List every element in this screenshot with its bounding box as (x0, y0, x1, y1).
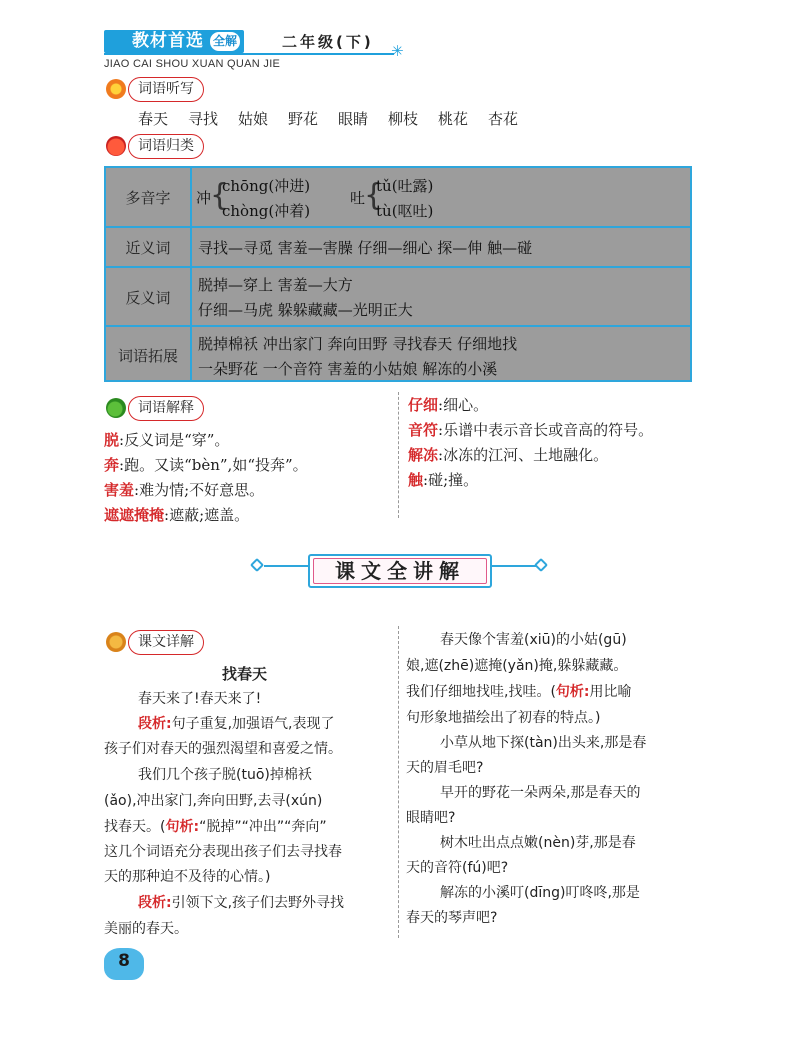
definition-text: :反义词是“穿”。 (119, 431, 230, 449)
leaf-icon (106, 398, 126, 418)
section-tab-explain: 词语解释 (128, 396, 204, 421)
grade-label: 二年级(下) (282, 33, 374, 51)
definition-item (104, 479, 264, 500)
definition-text: :跑。又读“bèn”,如“投奔”。 (119, 456, 308, 474)
brace-icon: { (210, 178, 230, 213)
lesson-line: 春天像个害羞(xiū)的小姑(gū) (440, 632, 627, 648)
definition-item (408, 444, 608, 465)
dictation-word: 姑娘 (238, 110, 269, 128)
synonyms-text: 寻找—寻觅 害羞—害臊 仔细—细心 探—伸 触—碰 (198, 239, 533, 257)
definition-text: :冰冻的江河、土地融化。 (438, 446, 609, 464)
sun-icon (106, 79, 126, 99)
brand-title: 教材首选 (132, 31, 204, 51)
apple-icon (106, 136, 126, 156)
lesson-text: 找春天。( (104, 819, 166, 835)
lesson-line: 眼睛吧? (406, 810, 456, 826)
table-column-divider (190, 168, 192, 380)
analysis-line (138, 892, 344, 912)
polyphone-reading: chōng(冲进) (222, 177, 311, 195)
dictation-word: 寻找 (188, 110, 219, 128)
row-label-expansion: 词语拓展 (117, 347, 178, 365)
dictation-word: 眼睛 (338, 110, 369, 128)
antonyms-line: 脱掉—穿上 害羞—大方 (198, 276, 353, 294)
lesson-line: (ǎo),冲出家门,奔向田野,去寻(xún) (104, 793, 323, 809)
lesson-line: 这几个词语充分表现出孩子们去寻找春 (104, 844, 342, 860)
expansion-line: 脱掉棉袄 冲出家门 奔向田野 寻找春天 仔细地找 (198, 335, 518, 353)
analysis-label: 段析: (138, 716, 172, 732)
table-row-divider (106, 226, 690, 228)
analysis-text: 用比喻 (589, 684, 632, 700)
polyphone-reading: tù(呕吐) (376, 202, 434, 220)
analysis-line (406, 681, 632, 701)
definition-item (408, 419, 653, 440)
row-label-synonyms: 近义词 (125, 239, 171, 257)
definition-term: 遮遮掩掩 (104, 506, 165, 524)
definition-text: :遮蔽;遮盖。 (164, 506, 250, 524)
section-tab-dictation: 词语听写 (128, 77, 204, 102)
polyphone-reading: chòng(冲着) (222, 202, 311, 220)
lion-icon (106, 632, 126, 652)
analysis-label: 段析: (138, 895, 172, 911)
brand-subtitle: JIAO CAI SHOU XUAN QUAN JIE (104, 58, 281, 70)
definition-item (104, 454, 308, 475)
brand-badge: 全解 (210, 32, 240, 51)
section-tab-lesson: 课文详解 (128, 630, 204, 655)
analysis-text: 句子重复,加强语气,表现了 (171, 716, 335, 732)
section-tab-classify: 词语归类 (128, 134, 204, 159)
lesson-line: 美丽的春天。 (104, 921, 188, 937)
banner-title: 课文全讲解 (335, 559, 465, 583)
definition-text: :难为情;不好意思。 (134, 481, 265, 499)
lesson-line: 树木吐出点点嫩(nèn)芽,那是春 (440, 835, 636, 851)
definition-term: 奔 (104, 456, 120, 474)
polyphone-reading: tǔ(吐露) (376, 177, 434, 195)
analysis-label: 句析: (165, 819, 200, 835)
lesson-line: 解冻的小溪叮(dīng)叮咚咚,那是 (440, 885, 640, 901)
definition-term: 音符 (408, 421, 439, 439)
table-row-divider (106, 266, 690, 268)
analysis-line (138, 713, 335, 733)
lesson-line: 春天来了!春天来了! (138, 691, 262, 707)
lesson-line: 天的那种迫不及待的心情。) (104, 869, 271, 885)
row-label-antonyms: 反义词 (125, 289, 171, 307)
page-number: 8 (118, 951, 130, 971)
lesson-line: 天的眉毛吧? (406, 760, 484, 776)
polyphone-char: 吐 (350, 189, 366, 207)
dictation-word: 春天 (138, 110, 169, 128)
table-row-divider (106, 325, 690, 327)
definition-text: :细心。 (438, 396, 489, 414)
snowflake-icon: ✳ (391, 42, 404, 60)
lesson-line: 早开的野花一朵两朵,那是春天的 (440, 785, 641, 801)
definition-item (104, 504, 249, 525)
analysis-label: 句析: (555, 684, 590, 700)
definition-term: 解冻 (408, 446, 439, 464)
antonyms-line: 仔细—马虎 躲躲藏藏—光明正大 (198, 301, 413, 319)
lesson-line: 孩子们对春天的强烈渴望和喜爱之情。 (104, 741, 342, 757)
lesson-line: 我们几个孩子脱(tuō)掉棉袄 (138, 767, 312, 783)
analysis-text: 引领下文,孩子们去野外寻找 (171, 895, 345, 911)
lesson-line: 小草从地下探(tàn)出头来,那是春 (440, 735, 647, 751)
definition-item (408, 469, 478, 490)
lesson-title: 找春天 (222, 665, 268, 683)
lesson-line: 天的音符(fú)吧? (406, 860, 509, 876)
definition-term: 害羞 (104, 481, 135, 499)
row-label-polyphone: 多音字 (125, 189, 171, 207)
diamond-icon (250, 558, 264, 572)
definition-text: :碰;撞。 (423, 471, 479, 489)
banner-line (492, 565, 536, 567)
brace-icon: { (364, 178, 384, 213)
lesson-line: 句形象地描绘出了初春的特点。) (406, 710, 601, 726)
header-rule (104, 53, 394, 55)
definition-term: 仔细 (408, 396, 439, 414)
dictation-word: 野花 (288, 110, 319, 128)
lesson-line: 娘,遮(zhē)遮掩(yǎn)掩,躲躲藏藏。 (406, 658, 628, 674)
definition-item (408, 394, 488, 415)
definition-term: 触 (408, 471, 424, 489)
analysis-line (104, 816, 327, 836)
column-divider (398, 392, 399, 518)
dictation-word: 柳枝 (388, 110, 419, 128)
definition-item (104, 429, 229, 450)
definition-text: :乐谱中表示音长或音高的符号。 (438, 421, 654, 439)
column-divider (398, 626, 399, 938)
lesson-line: 春天的琴声吧? (406, 910, 498, 926)
dictation-word: 杏花 (488, 110, 519, 128)
diamond-icon (534, 558, 548, 572)
lesson-text: 我们仔细地找哇,找哇。( (406, 684, 556, 700)
dictation-word: 桃花 (438, 110, 469, 128)
polyphone-char: 冲 (196, 189, 212, 207)
expansion-line: 一朵野花 一个音符 害羞的小姑娘 解冻的小溪 (198, 360, 498, 378)
definition-term: 脱 (104, 431, 120, 449)
analysis-text: “脱掉”“冲出”“奔向” (199, 819, 327, 835)
banner-line (264, 565, 308, 567)
